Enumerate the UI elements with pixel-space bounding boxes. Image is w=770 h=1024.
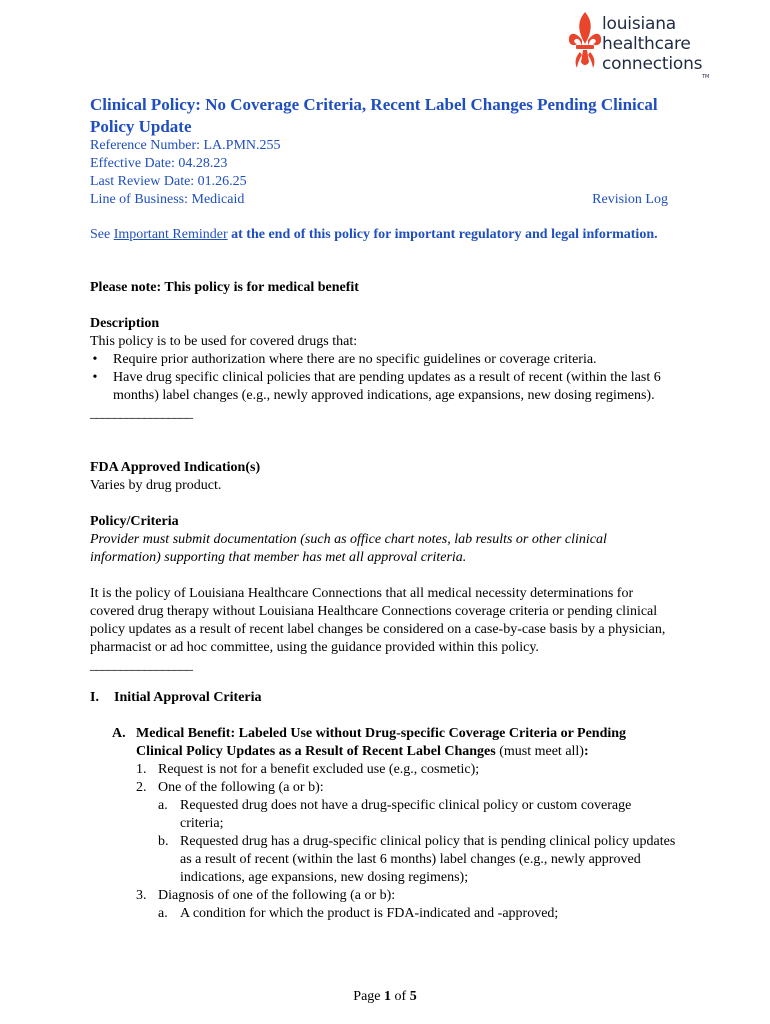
description-intro: This policy is to be used for covered drugs that: [90,334,358,349]
criteria-item-2b [158,833,676,887]
footer-total-pages: 5 [409,989,417,1004]
subsection-a-normal: (must meet all) [495,744,584,759]
criteria-item-3 [136,887,676,905]
revision-log-link[interactable]: Revision Log [592,192,668,207]
criteria-item-3-number: 3. [136,888,147,903]
page-footer [0,988,770,1006]
section-initial-approval-heading [90,689,262,707]
subsection-a-label: A. [112,726,126,741]
criteria-item-2 [136,779,676,797]
criteria-item-3a-text: A condition for which the product is FDA-indicated and -approved; [180,906,559,921]
criteria-item-3a [158,905,676,923]
criteria-item-2b-text: Requested drug has a drug-specific clinical policy that is pending clinical policy updates as a result of recent (within the last 6 months) label changes (e.g., newly approved indications, age expansions, new dosing regimens); [180,834,676,885]
policy-meta [90,137,680,209]
effective-date: Effective Date: 04.28.23 [90,156,228,171]
description-bullet-1: • Require prior authorization where there are no specific guidelines or coverage criteria. [113,351,680,369]
logo-wordmark [602,14,702,74]
logo-line-3: connections [602,54,703,74]
logo-line-2: healthcare [602,34,691,54]
description-section [90,315,680,423]
medical-benefit-note: Please note: This policy is for medical benefit [90,280,359,295]
subsection-a-colon: : [583,744,589,759]
criteria-item-2a-text: Requested drug does not have a drug-specific clinical policy or custom coverage criteria; [180,798,632,831]
reminder-rest: at the end of this policy for important regulatory and legal information. [227,227,658,242]
description-bullets [90,351,680,405]
fda-heading: FDA Approved Indication(s) [90,460,261,475]
reference-number: Reference Number: LA.PMN.255 [90,138,281,153]
criteria-item-1-text: Request is not for a benefit excluded use (e.g., cosmetic); [158,762,480,777]
line-of-business-row [90,191,680,209]
logo-trademark: TM [702,74,710,80]
section-divider-1: _________________ [90,406,192,421]
subsection-a-bold: Medical Benefit: Labeled Use without Drug-specific Coverage Criteria or Pending Clinical Policy Updates as a Result of Recent Label Changes [136,726,627,759]
subsection-a-heading [136,725,672,761]
footer-page-label: Page [353,989,385,1004]
policy-paragraph: It is the policy of Louisiana Healthcare Connections that all medical necessity determinations for covered drug therapy without Louisiana Healthcare Connections coverage criteria or pending clinical policy updates as a result of recent label changes be considered on a case-by-case basis by a physician, pharmacist or ad hoc committee, using the guidance provided within this policy. [90,586,666,655]
policy-documentation-note: Provider must submit documentation (such as office chart notes, lab results or other clinical information) supporting that member has met all approval criteria. [90,532,607,565]
reminder-see: See [90,227,114,242]
important-reminder-link[interactable]: Important Reminder [113,227,228,242]
last-review-date: Last Review Date: 01.26.25 [90,174,247,189]
criteria-item-2-text: One of the following (a or b): [158,780,324,795]
criteria-item-2a [158,797,676,833]
line-of-business: Line of Business: Medicaid [90,192,245,207]
description-heading: Description [90,316,160,331]
subsection-a [112,725,672,761]
important-reminder-notice [90,226,680,244]
section-number: I. [90,690,99,705]
criteria-item-2b-letter: b. [158,834,169,849]
footer-of: of [391,989,410,1004]
criteria-list [136,761,676,923]
criteria-item-3-text: Diagnosis of one of the following (a or b): [158,888,396,903]
policy-title: Clinical Policy: No Coverage Criteria, Recent Label Changes Pending Clinical Policy Update [90,95,658,136]
description-bullet-2: • Have drug specific clinical policies that are pending updates as a result of recent (within the last 6 months) label changes (e.g., newly approved indications, age expansions, new dosing regimens). [113,369,680,405]
fda-text: Varies by drug product. [90,478,222,493]
criteria-item-1-number: 1. [136,762,147,777]
criteria-item-1 [136,761,676,779]
logo-line-1: louisiana [602,14,677,34]
section-title: Initial Approval Criteria [114,690,262,705]
section-divider-2: _________________ [90,658,192,673]
policy-criteria-section [90,513,680,675]
criteria-item-2a-letter: a. [158,798,168,813]
footer-current-page: 1 [384,989,392,1004]
company-logo [568,8,768,80]
criteria-item-2-number: 2. [136,780,147,795]
fleur-de-lis-icon [568,10,602,72]
fda-section [90,459,680,495]
policy-criteria-heading: Policy/Criteria [90,514,179,529]
criteria-item-3a-letter: a. [158,906,168,921]
